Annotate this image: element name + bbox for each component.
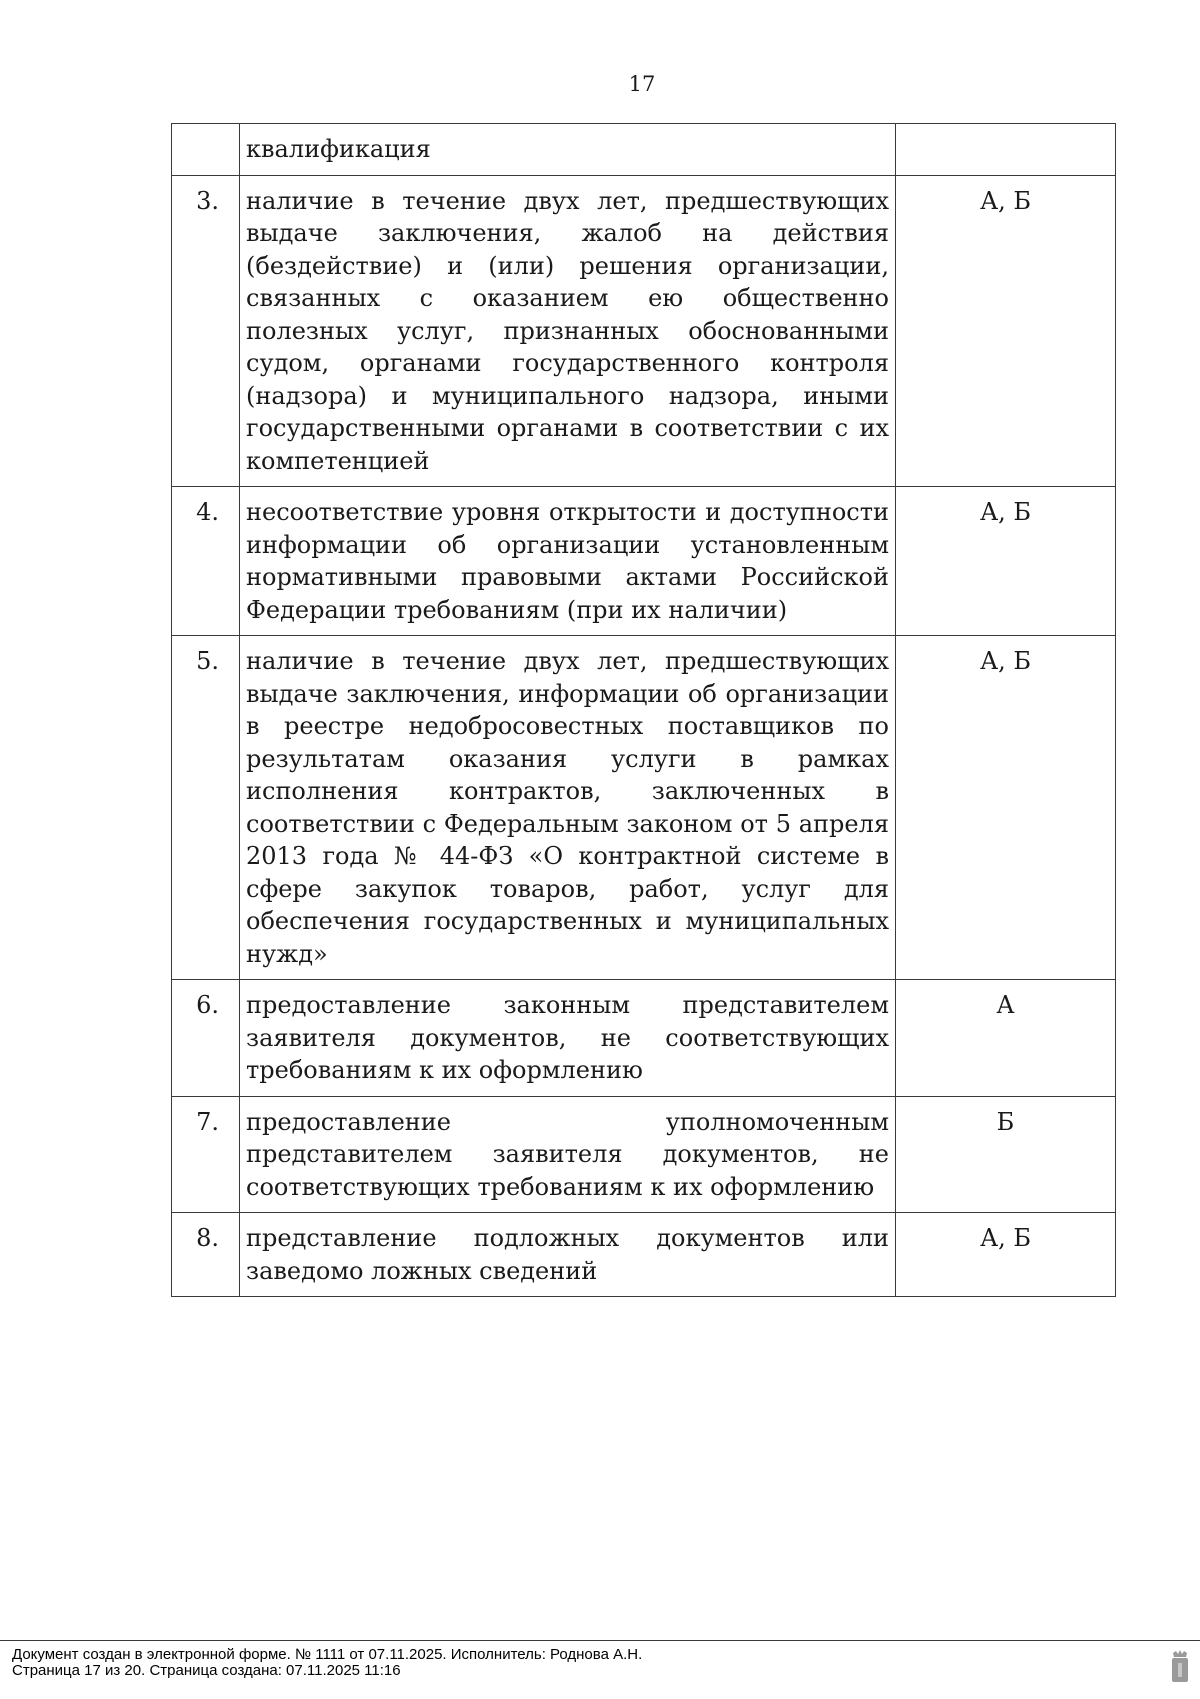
table-row xyxy=(172,980,1116,1097)
row-number: 4. xyxy=(172,487,240,636)
row-applies: А, Б xyxy=(896,487,1116,636)
row-number: 5. xyxy=(172,636,240,980)
row-number: 3. xyxy=(172,175,240,487)
row-text: предоставление уполномоченным представителем заявителя документов, не соответствующих требованиям к их оформлению xyxy=(240,1096,896,1213)
table-row xyxy=(172,1213,1116,1297)
row-text: несоответствие уровня открытости и доступности информации об организации установленным нормативными правовыми актами Российской Федерации требованиям (при их наличии) xyxy=(240,487,896,636)
row-applies: А, Б xyxy=(896,1213,1116,1297)
row-text: представление подложных документов или заведомо ложных сведений xyxy=(240,1213,896,1297)
row-text: квалификация xyxy=(240,124,896,176)
row-text: предоставление законным представителем заявителя документов, не соответствующих требованиям к их оформлению xyxy=(240,980,896,1097)
emblem-icon xyxy=(1170,1649,1190,1683)
grounds-table xyxy=(171,123,1116,1297)
row-applies xyxy=(896,124,1116,176)
row-applies: Б xyxy=(896,1096,1116,1213)
row-text: наличие в течение двух лет, предшествующих выдаче заключения, жалоб на действия (бездействие) и (или) решения организации, связанных с оказанием ею общественно полезных услуг, признанных обоснованными судом, органами государственного контроля (надзора) и муниципального надзора, иными государственными органами в соответствии с их компетенцией xyxy=(240,175,896,487)
footer-line-page: Страница 17 из 20. Страница создана: 07.11.2025 11:16 xyxy=(12,1662,401,1679)
row-number: 7. xyxy=(172,1096,240,1213)
table-row xyxy=(172,636,1116,980)
row-text: наличие в течение двух лет, предшествующих выдаче заключения, информации об организации в реестре недобросовестных поставщиков по результатам оказания услуги в рамках исполнения контрактов, заключенных в соответствии с Федеральным законом от 5 апреля 2013 года № 44-ФЗ «О контрактной системе в сфере закупок товаров, работ, услуг для обеспечения государственных и муниципальных нужд» xyxy=(240,636,896,980)
footer-line-document: Документ создан в электронной форме. № 1111 от 07.11.2025. Исполнитель: Роднова А.Н. xyxy=(12,1646,643,1663)
table-row xyxy=(172,175,1116,487)
row-number: 6. xyxy=(172,980,240,1097)
footer-text xyxy=(12,1647,642,1679)
table-row xyxy=(172,124,1116,176)
row-number: 8. xyxy=(172,1213,240,1297)
table-row xyxy=(172,1096,1116,1213)
row-applies: А, Б xyxy=(896,175,1116,487)
document-footer xyxy=(0,1640,1200,1699)
page-number: 17 xyxy=(628,72,656,96)
row-applies: А xyxy=(896,980,1116,1097)
table-row xyxy=(172,487,1116,636)
row-applies: А, Б xyxy=(896,636,1116,980)
row-number xyxy=(172,124,240,176)
